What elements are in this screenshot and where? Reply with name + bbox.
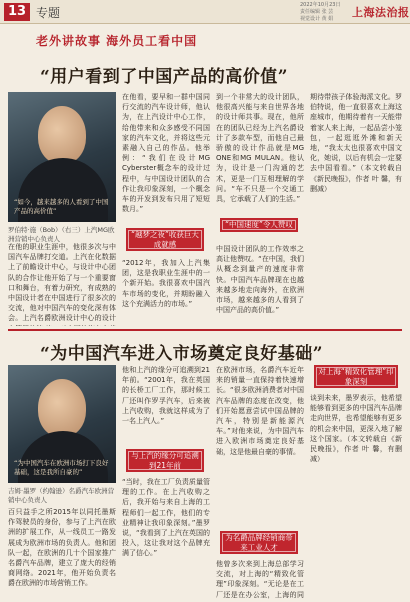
- story-2-photo-caption: 吉姆·墨罗（约翰逊）名爵汽车欧洲营销中心负责人: [8, 487, 115, 504]
- story-1-column-6: 期待带孩子体验海派文化。罗伯特说，他一直很喜欢上海这座城市，他期待着有一天能带着家人来上海，一起品尝小笼包，一起逛逛外滩和新天地，“我太太也很喜欢中国文化，她说，以后有机会一定要去中国看看。”（本文转载自《新民晚报》，作者 叶 馨，有删减）: [310, 93, 402, 193]
- photo-quote: “如今，越来越多的人看到了中国产品的高价值”: [14, 198, 109, 215]
- story-2-headline: “为中国汽车进入市场奠定良好基础”: [40, 344, 324, 364]
- story-2: [0, 335, 410, 602]
- story-1-portrait-photo: [8, 92, 116, 222]
- newspaper-logo: 上海法治报: [352, 6, 410, 19]
- story-divider: [8, 329, 402, 331]
- editor-line: 责任编辑 张 芸: [300, 9, 334, 15]
- story-2-column-4: 在欧洲市场，名爵汽车近年来的销量一直保持着快速增长。“很多欧洲消费者对中国汽车品牌的态度在改变，他们开始愿意尝试中国品牌的汽车，特别是新能源汽车。”对他来说，为中国汽车进入欧洲市场奠定良好基础，这是他最自豪的事情。: [216, 366, 304, 456]
- section-title: 专题: [36, 6, 61, 20]
- page-number: 13: [4, 3, 30, 21]
- story-2-subhead-3: 对上海“精致化管理”印象深刻: [314, 365, 398, 388]
- story-1-photo-caption: 罗伯特·施（Bob）（右三）上汽MG欧洲营销中心负责人: [8, 226, 115, 243]
- photo-quote: “为中国汽车在欧洲市场打下良好基础，这是我所自豪的”: [14, 459, 109, 476]
- story-2-column-3: “当时，我在工厂负责质量管理的工作。在上汽收购之后，我开始与来自上海的工程师们一起工作，他们的专业精神让我印象深刻。”墨罗说，“我看到了上汽在英国的投入，这让我对这个品牌充满了信心。”: [122, 478, 210, 558]
- edition-meta: [300, 2, 360, 23]
- publish-date: 2022年10月23日: [300, 2, 341, 8]
- story-2-column-2: 他和上汽的缘分可追溯到21年前。“2001年，我在英国的长桥工厂工作，那时候工厂还叫作罗孚汽车，后来被上汽收购，我就这样成为了一名上汽人。”: [122, 366, 210, 426]
- portrait-face: [38, 379, 86, 437]
- page-header: [0, 0, 410, 24]
- story-2-column-5: 他曾多次来到上海总部学习交流，对上海的“精致化管理”印象深刻。“无论是在工厂还是在办公室，上海的同: [216, 560, 304, 599]
- story-1: [0, 52, 410, 327]
- story-2-column-1: 百只益手之所2015年以同托墨斯作驾驶员的身份，参与了上汽在欧洲的扩展工作，从一线员工一路发展成为欧洲市场的负责人。他和团队一起，在欧洲的几十个国家推广名爵汽车品牌，建立了庞大的经销商网络。2021年，他开始负责名爵在欧洲的市场营销工作。: [8, 508, 116, 588]
- story-1-column-3: “2012年，我加入上汽集团，这是我职业生涯中的一个新开始。我很喜欢中国汽车市场的变化，并期盼融入这个充满活力的市场。”: [122, 259, 210, 308]
- story-1-column-2: 在他看，要早和一群中国同行交流的汽车设计师，他认为，在上汽设计中心工作，给他带来和众多感受不同国家的汽车文化，并将这些元素融入自己的作品。他举例：“我们在设计MG Cyberster概念车的设计过程中，与中国设计团队的合作让我印象深刻，一个概念车的开发到发布只用了短短数月。”: [122, 93, 210, 214]
- story-2-subhead-1: 与上汽的缘分可追溯到21年前: [126, 449, 204, 472]
- story-1-column-1: 在他的职业生涯中，他很多次与中国汽车品牌打交道。上汽在化数据上了前瞻设计中心，与设计中心团队的合作让他开始了与一个重要窗口和舞台，有着力研究，有成熟的中国设计者在中国进行了很多次的交流，他对中国汽车的变化深有体会。上汽名爵欧洲设计中心的设计: [8, 243, 116, 323]
- story-1-subhead-2: “中国速度”令人赞叹: [220, 218, 298, 232]
- series-banner: 老外讲故事 海外员工看中国: [36, 34, 198, 48]
- story-2-subhead-2: 为名爵品牌经销商带来工业人才: [220, 531, 298, 554]
- story-1-column-5: 中国设计团队的工作效率之高让他赞叹。“在中国，我们从概念到量产的速度非常快。中国汽车品牌现在也越来越多地走向海外，在欧洲市场，越来越多的人看到了中国产品的高价值。”: [216, 245, 304, 315]
- story-2-column-6: 谈到未来，墨罗表示，他希望能够看到更多的中国汽车品牌走向世界，也希望能够有更多的机会来中国，更深入地了解这个国家。（本文转载自《新民晚报》，作者 叶 馨，有删减）: [310, 394, 402, 464]
- story-1-column-4: 到一个非常大的设计团队，他很高兴能与来自世界各地的设计师共事。现在，他所在的团队已经为上汽名爵设计了多款车型，而他自己最骄傲的设计作品就是MG ONE和MG MULAN。他认为，设计是一门沟通的艺术，更是一门互相理解的学问。“车不只是一个交通工具，它承载了人们的生活。”: [216, 93, 304, 204]
- story-1-headline: “用户看到了中国产品的高价值”: [40, 67, 289, 87]
- story-1-subhead-1: “越梦之夜”收获巨大成就感: [126, 228, 204, 251]
- story-2-portrait-photo: [8, 365, 116, 483]
- portrait-face: [38, 106, 86, 164]
- designer-line: 视觉设计 黄 娟: [300, 16, 334, 22]
